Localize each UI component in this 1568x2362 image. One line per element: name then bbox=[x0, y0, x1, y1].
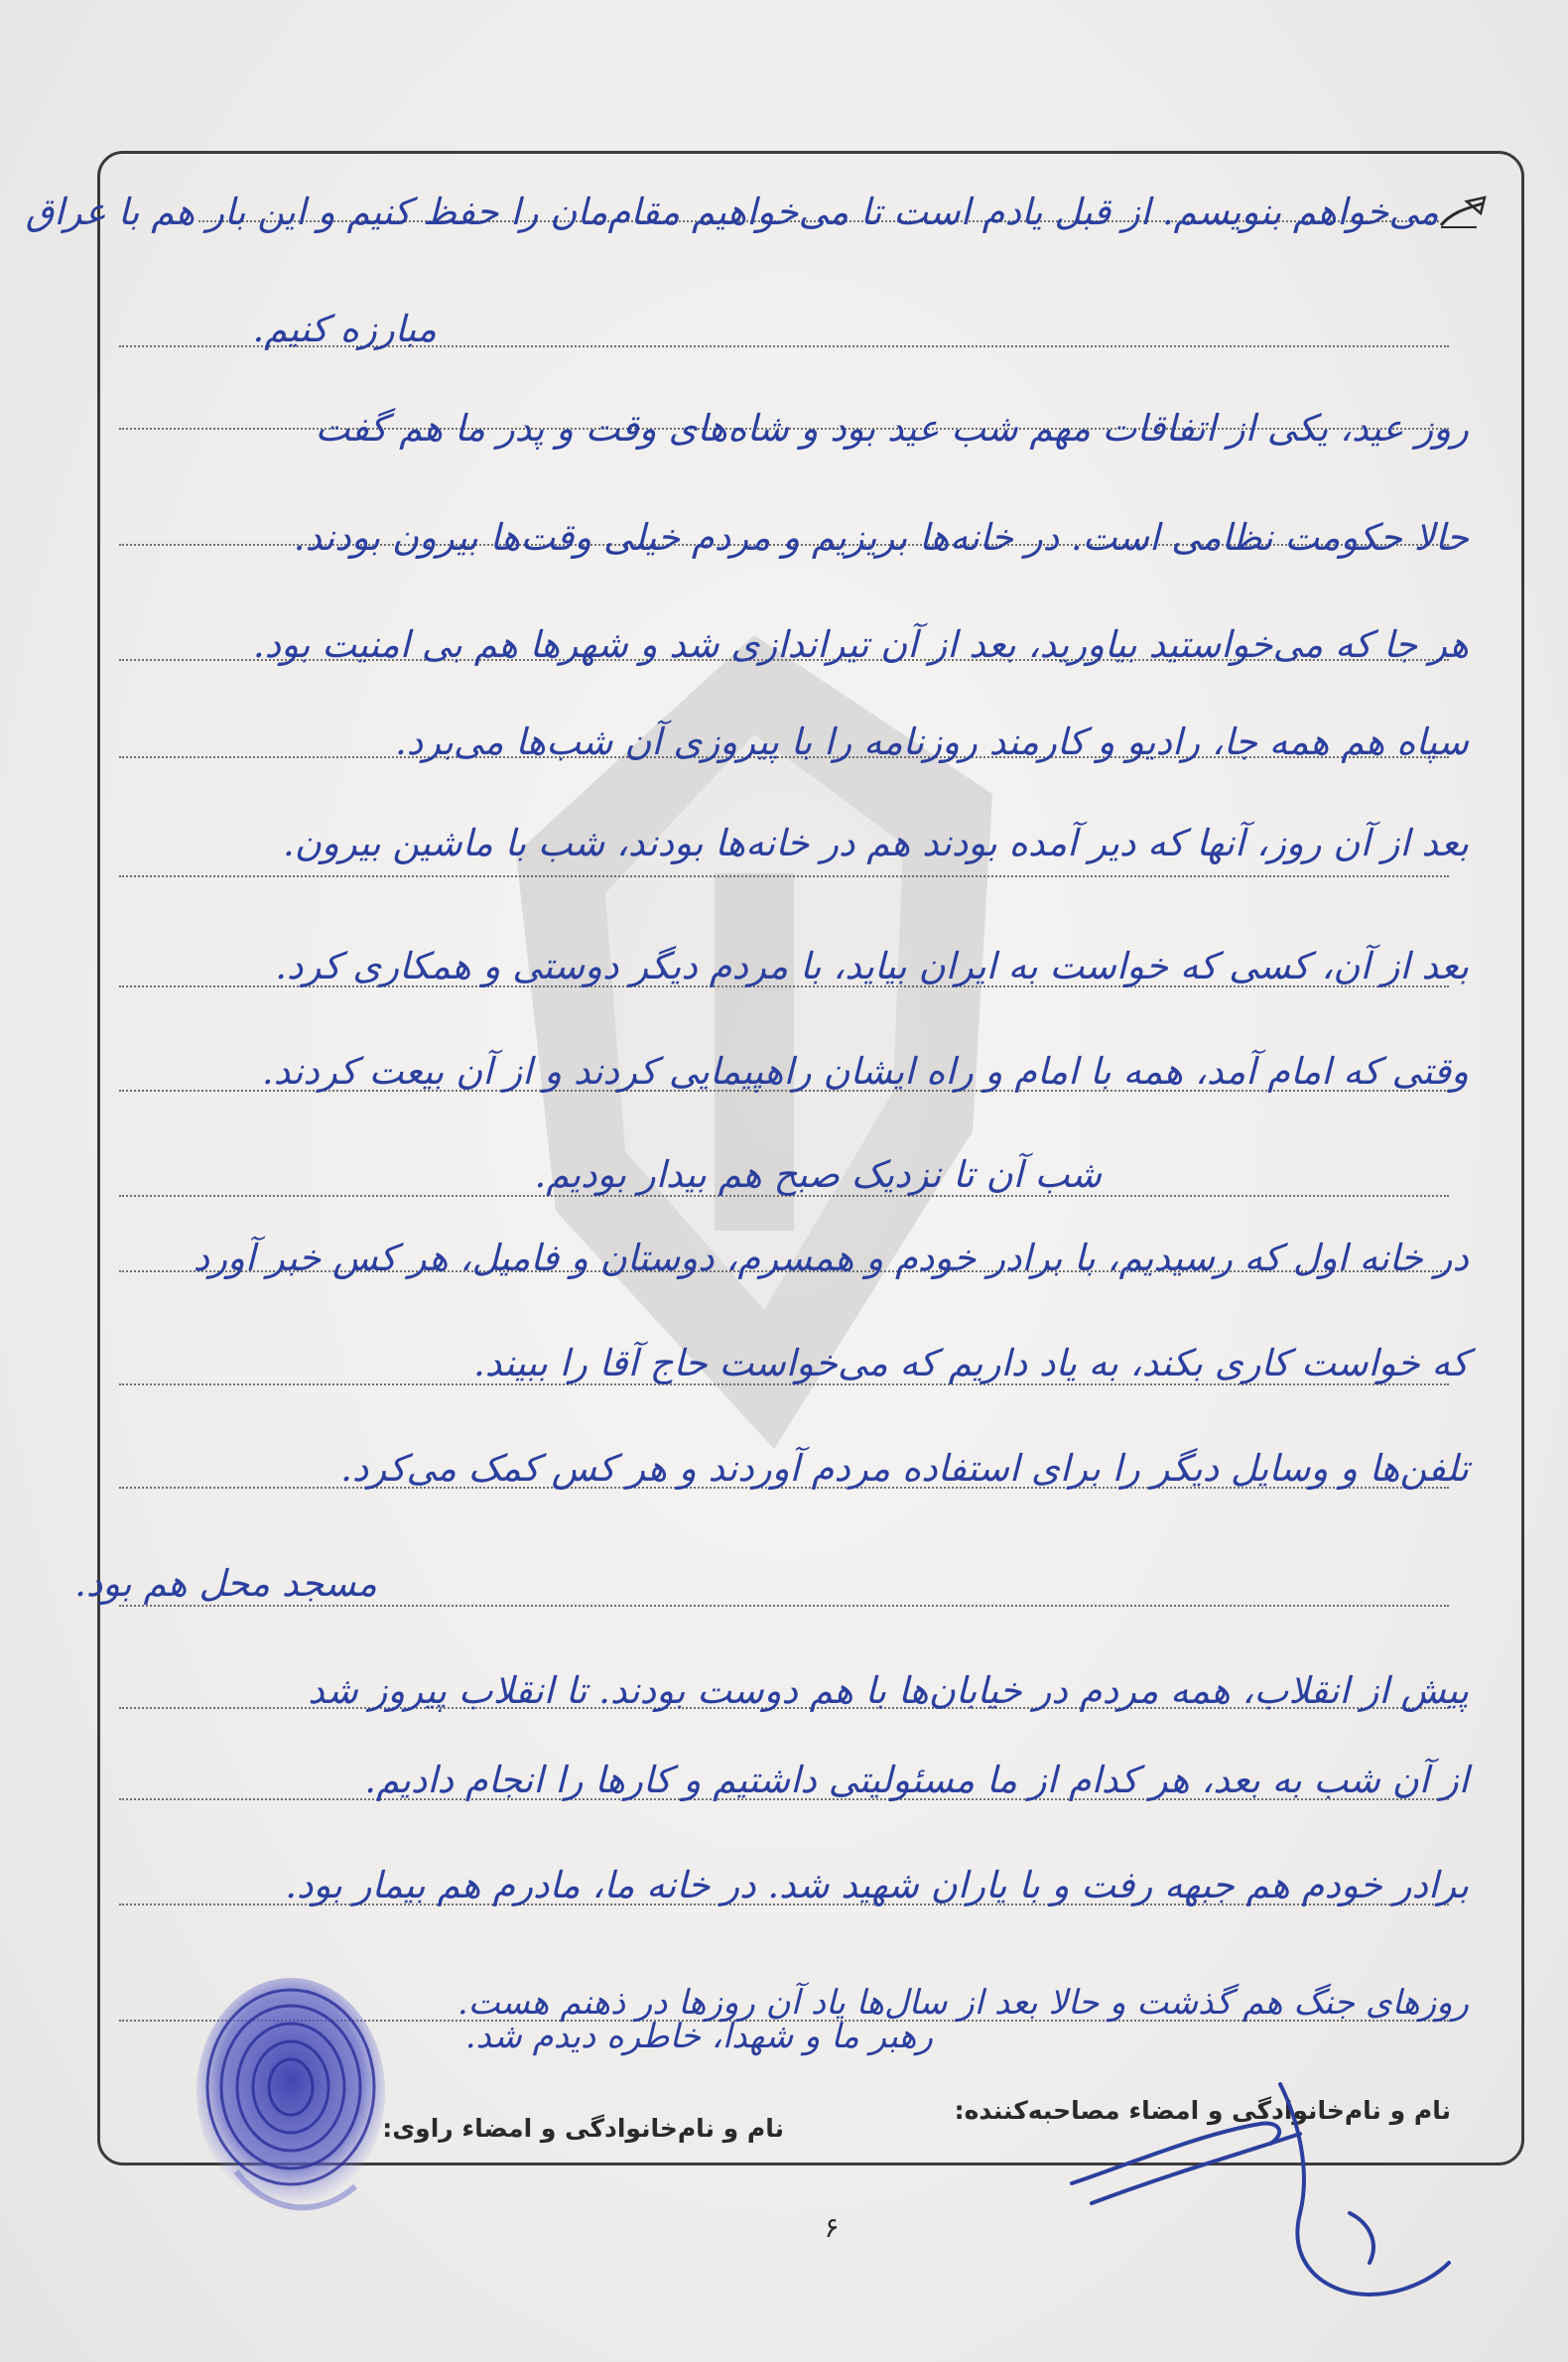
handwritten-line: در خانه اول که رسیدیم، با برادر خودم و همسرم، دوستان و فامیل، هر کس خبر آورد bbox=[193, 1237, 1469, 1279]
handwritten-line: می‌خواهم بنویسم. از قبل یادم است تا می‌خواهیم مقام‌مان را حفظ کنیم و این بار هم با عراق bbox=[25, 191, 1439, 233]
ruled-line bbox=[119, 875, 1449, 877]
handwritten-line: بعد از آن، کسی که خواست به ایران بیاید، با مردم دیگر دوستی و همکاری کرد. bbox=[275, 945, 1469, 987]
pen-writing-icon bbox=[1437, 196, 1489, 231]
handwritten-line: رهبر ما و شهدا، خاطره دیدم شد. bbox=[464, 2017, 933, 2056]
handwritten-line: حالا حکومت نظامی است. در خانه‌ها بریزیم و مردم خیلی وقت‌ها بیرون بودند. bbox=[293, 516, 1469, 559]
handwritten-line: هر جا که می‌خواستید بیاورید، بعد از آن تیراندازی شد و شهرها هم بی‌ امنیت بود. bbox=[252, 623, 1469, 666]
handwritten-line: روز عید، یکی از اتفاقات مهم شب عید بود و شاه‌های وقت و پدر ما هم گفت bbox=[315, 407, 1469, 450]
handwritten-line: مسجد محل هم بود. bbox=[74, 1562, 377, 1605]
interviewer-signature-label: نام و نام‌خانوادگی و امضاء مصاحبه‌کننده: bbox=[954, 2096, 1451, 2125]
handwritten-line: شب آن تا نزدیک صبح هم بیدار بودیم. bbox=[534, 1153, 1102, 1196]
handwritten-signature bbox=[1052, 2064, 1469, 2322]
handwritten-line: روزهای جنگ هم گذشت و حالا بعد از سال‌ها یاد آن روزها در ذهنم هست. bbox=[457, 1983, 1469, 2023]
handwritten-line: که خواست کاری بکند، به یاد داریم که می‌خواست حاج آقا را ببیند. bbox=[473, 1342, 1469, 1384]
handwritten-line: تلفن‌ها و وسایل دیگر را برای استفاده مردم آوردند و هر کس کمک می‌کرد. bbox=[340, 1447, 1469, 1490]
handwritten-line: بعد از آن روز، آنها که دیر آمده بودند هم در خانه‌ها بودند، شب با ماشین بیرون. bbox=[282, 822, 1469, 864]
handwritten-line: از آن شب به بعد، هر کدام از ما مسئولیتی داشتیم و کارها را انجام دادیم. bbox=[364, 1759, 1469, 1801]
handwritten-line: پیش از انقلاب، همه مردم در خیابان‌ها با هم دوست بودند. تا انقلاب پیروز شد bbox=[308, 1669, 1469, 1712]
fingerprint-stamp bbox=[167, 1973, 415, 2241]
handwritten-line: وقتی که امام آمد، همه با امام و راه ایشان راهپیمایی کردند و از آن بیعت کردند. bbox=[261, 1050, 1469, 1093]
page-number: ۶ bbox=[824, 2211, 840, 2244]
handwritten-line: سپاه هم همه جا، رادیو و کارمند روزنامه را با پیروزی آن شب‌ها می‌برد. bbox=[394, 721, 1469, 763]
narrator-signature-label: نام و نام‌خانوادگی و امضاء راوی: bbox=[382, 2114, 784, 2143]
handwritten-line: مبارزه کنیم. bbox=[252, 308, 437, 350]
handwritten-line: برادر خودم هم جبهه رفت و با یاران شهید شد. در خانه ما، مادرم هم بیمار بود. bbox=[285, 1864, 1469, 1906]
